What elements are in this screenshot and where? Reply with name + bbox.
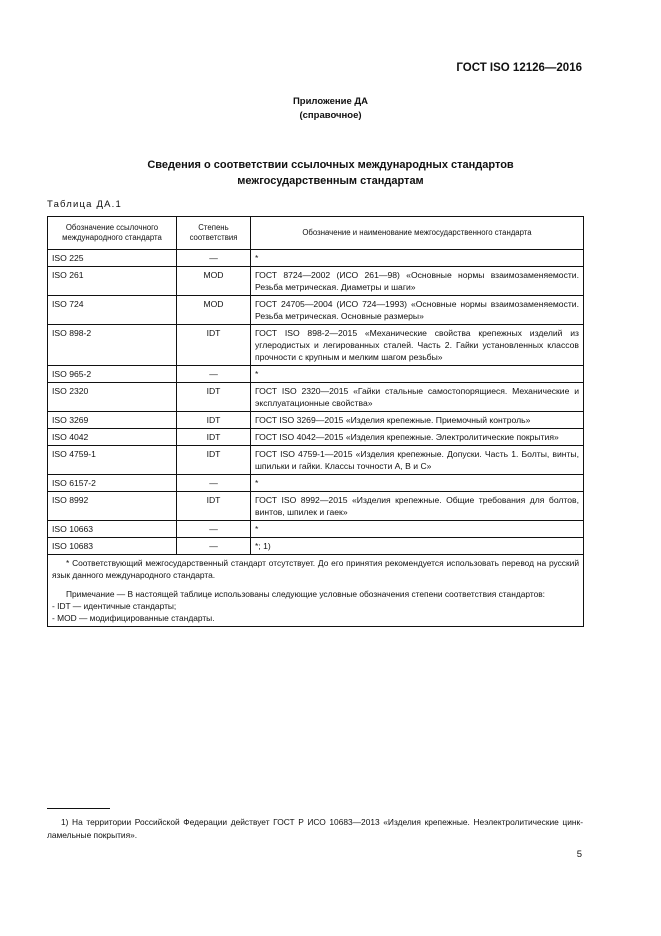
appendix-heading xyxy=(0,95,661,123)
national-standard-cell: ГОСТ 8724—2002 (ИСО 261—98) «Основные нормы взаимозаменяемости. Резьба метрическая. Диаметры и шаги» xyxy=(251,267,584,296)
section-title-line2: межгосударственным стандартам xyxy=(237,175,424,187)
national-standard-cell: * xyxy=(251,475,584,492)
ref-cell: ISO 898-2 xyxy=(48,325,177,366)
national-standard-cell: ГОСТ 24705—2004 (ИСО 724—1993) «Основные нормы взаимозаменяемости. Резьба метрическая. Основные размеры» xyxy=(251,296,584,325)
section-title xyxy=(0,157,661,189)
table-footer-row xyxy=(48,555,584,627)
degree-cell: MOD xyxy=(177,267,251,296)
header-degree: Степень соответствия xyxy=(177,217,251,250)
degree-cell: IDT xyxy=(177,429,251,446)
degree-cell: — xyxy=(177,475,251,492)
table-row xyxy=(48,492,584,521)
ref-cell: ISO 2320 xyxy=(48,383,177,412)
degree-cell: IDT xyxy=(177,325,251,366)
degree-cell: — xyxy=(177,366,251,383)
national-standard-cell: ГОСТ ISO 4042—2015 «Изделия крепежные. Электролитические покрытия» xyxy=(251,429,584,446)
degree-cell: — xyxy=(177,521,251,538)
table-row xyxy=(48,267,584,296)
table-row xyxy=(48,475,584,492)
table-row xyxy=(48,383,584,412)
degree-cell: IDT xyxy=(177,492,251,521)
national-standard-cell: * xyxy=(251,250,584,267)
ref-cell: ISO 4759-1 xyxy=(48,446,177,475)
table-row xyxy=(48,412,584,429)
header-ref-standard: Обозначение ссылочного международного стандарта xyxy=(48,217,177,250)
national-standard-cell: ГОСТ ISO 8992—2015 «Изделия крепежные. Общие требования для болтов, винтов, шпилек и гаек» xyxy=(251,492,584,521)
table-row xyxy=(48,538,584,555)
table-row xyxy=(48,429,584,446)
national-standard-cell: ГОСТ ISO 4759-1—2015 «Изделия крепежные. Допуски. Часть 1. Болты, винты, шпильки и гайки. Классы точности А, В и С» xyxy=(251,446,584,475)
footnote-divider xyxy=(47,808,110,809)
appendix-subtitle: (справочное) xyxy=(299,110,362,121)
ref-cell: ISO 261 xyxy=(48,267,177,296)
degree-cell: IDT xyxy=(177,383,251,412)
note-item-idt: - IDT — идентичные стандарты; xyxy=(52,601,177,611)
table-header-row xyxy=(48,217,584,250)
ref-cell: ISO 4042 xyxy=(48,429,177,446)
section-title-line1: Сведения о соответствии ссылочных международных стандартов xyxy=(147,159,514,171)
table-row xyxy=(48,296,584,325)
degree-cell: — xyxy=(177,250,251,267)
national-standard-cell: ГОСТ ISO 2320—2015 «Гайки стальные самостопорящиеся. Механические и эксплуатационные свойства» xyxy=(251,383,584,412)
degree-cell: IDT xyxy=(177,446,251,475)
national-standard-cell: * xyxy=(251,366,584,383)
national-standard-cell: * xyxy=(251,521,584,538)
ref-cell: ISO 6157-2 xyxy=(48,475,177,492)
table-caption: Таблица ДА.1 xyxy=(47,199,122,210)
table-notes xyxy=(48,555,584,627)
degree-cell: MOD xyxy=(177,296,251,325)
ref-cell: ISO 965-2 xyxy=(48,366,177,383)
ref-cell: ISO 10663 xyxy=(48,521,177,538)
footnote-star: * Соответствующий межгосударственный стандарт отсутствует. До его принятия рекомендуется использовать перевод на русский язык данного международного стандарта. xyxy=(52,558,579,580)
note-intro: Примечание — В настоящей таблице использованы следующие условные обозначения степени соответствия стандартов: xyxy=(66,589,546,599)
page-footnote: 1) На территории Российской Федерации действует ГОСТ Р ИСО 10683—2013 «Изделия крепежные. Неэлектролитические цинк-ламельные покрытия». xyxy=(47,817,583,840)
ref-cell: ISO 8992 xyxy=(48,492,177,521)
table-row xyxy=(48,521,584,538)
national-standard-cell: ГОСТ ISO 898-2—2015 «Механические свойства крепежных изделий из углеродистых и легированных сталей. Часть 2. Гайки установленных классов прочности с крупным и мелким шагом резьбы» xyxy=(251,325,584,366)
correspondence-table xyxy=(47,216,584,627)
header-national-standard: Обозначение и наименование межгосударственного стандарта xyxy=(251,217,584,250)
table-row xyxy=(48,250,584,267)
ref-cell: ISO 225 xyxy=(48,250,177,267)
table-row xyxy=(48,325,584,366)
ref-cell: ISO 724 xyxy=(48,296,177,325)
ref-cell: ISO 10683 xyxy=(48,538,177,555)
note-item-mod: - MOD — модифицированные стандарты. xyxy=(52,613,215,623)
appendix-title: Приложение ДА xyxy=(292,96,369,107)
ref-cell: ISO 3269 xyxy=(48,412,177,429)
national-standard-cell: *; 1) xyxy=(251,538,584,555)
page-number: 5 xyxy=(576,849,582,860)
degree-cell: IDT xyxy=(177,412,251,429)
table-row xyxy=(48,366,584,383)
national-standard-cell: ГОСТ ISO 3269—2015 «Изделия крепежные. Приемочный контроль» xyxy=(251,412,584,429)
table-row xyxy=(48,446,584,475)
degree-cell: — xyxy=(177,538,251,555)
document-id: ГОСТ ISO 12126—2016 xyxy=(456,62,582,74)
